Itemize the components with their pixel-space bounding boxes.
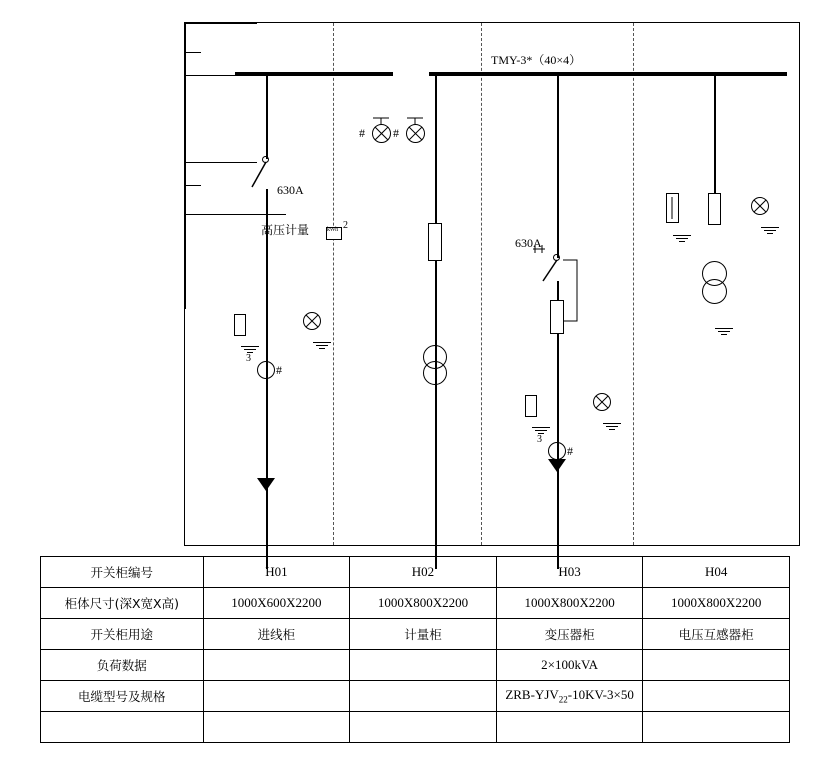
- h04-fuse-mid: [708, 193, 721, 225]
- h03-breaker-rating-label: 630A: [515, 236, 542, 250]
- cell-h02: [350, 650, 497, 681]
- cell-h03: H03: [496, 557, 643, 588]
- h01-ct-ratio-label: 3: [246, 353, 251, 364]
- cell-h03: [496, 712, 643, 743]
- cell-h04: [643, 650, 790, 681]
- cell-h01: [203, 650, 350, 681]
- row-header: 电缆型号及规格: [41, 681, 204, 712]
- row-header: [41, 712, 204, 743]
- cell-h02: H02: [350, 557, 497, 588]
- cell-h04: [643, 681, 790, 712]
- cell-h02: [350, 712, 497, 743]
- table-row: [41, 557, 790, 588]
- row-header: 开关柜编号: [41, 557, 204, 588]
- cell-h01: [203, 681, 350, 712]
- cell-h03: ZRB-$YJV_{22}-10KV-3\times 50$: [496, 681, 643, 712]
- table-row: [41, 681, 790, 712]
- cell-h04: [643, 712, 790, 743]
- h03-ct-ratio-label: 3: [537, 434, 542, 445]
- kwh-icon: kWh: [327, 227, 338, 233]
- row-header: 开关柜用途: [41, 619, 204, 650]
- h02-meter-count-label: 2: [343, 220, 348, 231]
- cell-h04: 1000X800X2200: [643, 588, 790, 619]
- switchgear-schedule-table: [40, 556, 790, 743]
- h04-vt-winding-2: [702, 279, 727, 304]
- table-row: [41, 712, 790, 743]
- table-row: [41, 619, 790, 650]
- cell-h03: 变压器柜: [496, 619, 643, 650]
- row-header: 负荷数据: [41, 650, 204, 681]
- busbar-label: TMY-3*（40×4）: [491, 53, 582, 67]
- cell-h01: H01: [203, 557, 350, 588]
- h02-pt-right-mark: #: [393, 126, 399, 140]
- table-row: [41, 588, 790, 619]
- cell-h03: 2×100kVA: [496, 650, 643, 681]
- cell-h01: 1000X600X2200: [203, 588, 350, 619]
- h02-pt-left-mark: #: [359, 126, 365, 140]
- row-header: 柜体尺寸(深X宽X高): [41, 588, 204, 619]
- h01-breaker-rating-label: 630A: [277, 183, 304, 197]
- h04-ground-symbol-2: [760, 227, 780, 236]
- cell-h03: 1000X800X2200: [496, 588, 643, 619]
- cell-h04: H04: [643, 557, 790, 588]
- h04-ground-symbol-3: [714, 328, 734, 337]
- cell-h02: 计量柜: [350, 619, 497, 650]
- cell-h04: 电压互感器柜: [643, 619, 790, 650]
- cell-h02: 1000X800X2200: [350, 588, 497, 619]
- h02-metering-label: 高压计量: [261, 223, 310, 237]
- cell-h01: 进线柜: [203, 619, 350, 650]
- schematic-area: [184, 22, 800, 546]
- h01-ct-mark-label: #: [276, 363, 282, 377]
- cell-h01: [203, 712, 350, 743]
- cell-h02: [350, 681, 497, 712]
- h03-ct-mark-label: #: [567, 444, 573, 458]
- table-row: [41, 650, 790, 681]
